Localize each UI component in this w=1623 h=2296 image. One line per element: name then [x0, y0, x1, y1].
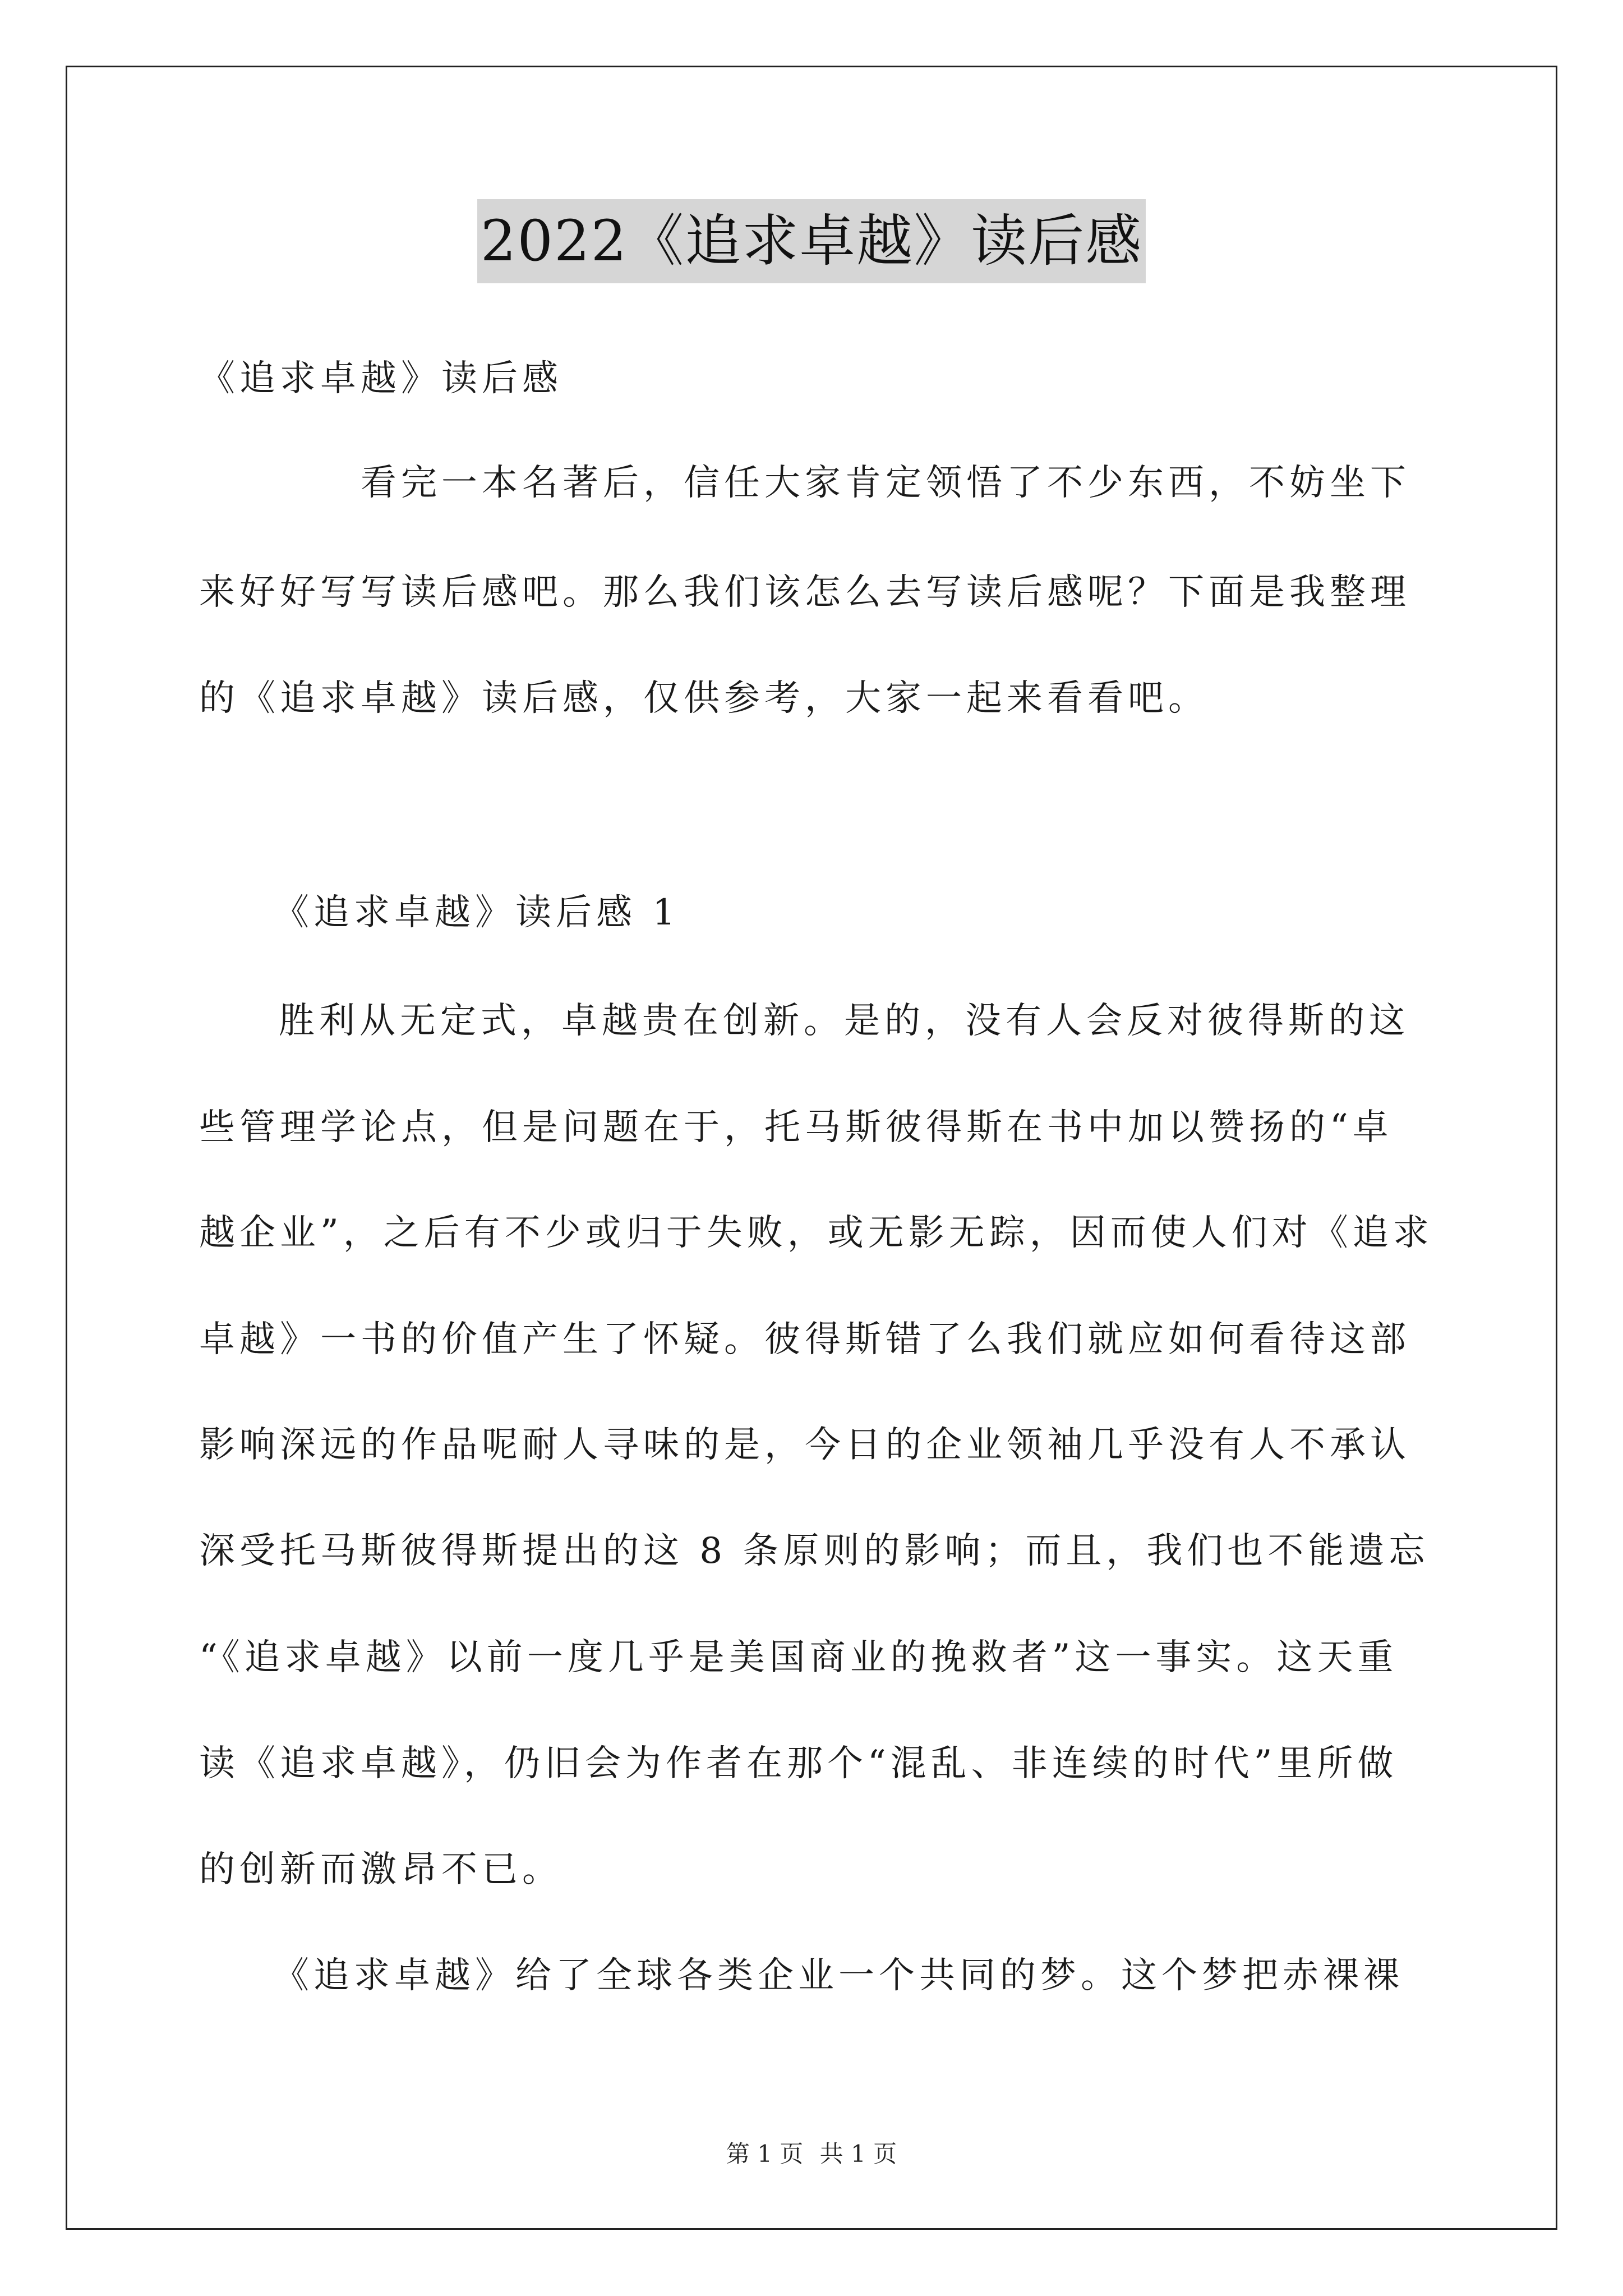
- intro-line-3: 的《追求卓越》读后感，仅供参考，大家一起来看看吧。: [199, 678, 1209, 719]
- paragraph2-line-1: 《追求卓越》给了全球各类企业一个共同的梦。这个梦把赤裸裸: [273, 1955, 1404, 1996]
- paragraph1-line-9: 的创新而激昂不已。: [199, 1849, 562, 1890]
- footer-page-current: 第 1 页: [726, 2140, 804, 2168]
- page-footer: [0, 2137, 1623, 2171]
- intro-line-1: 看完一本名著后，信任大家肯定领悟了不少东西，不妨坐下: [361, 462, 1410, 504]
- paragraph1-line-7: “《追求卓越》以前一度几乎是美国商业的挽救者”这一事实。这天重: [199, 1637, 1398, 1678]
- document-title: 2022《追求卓越》读后感: [477, 199, 1146, 283]
- paragraph1-line-8: 读《追求卓越》，仍旧会为作者在那个“混乱、非连续的时代”里所做: [199, 1743, 1398, 1784]
- intro-line-2: 来好好写写读后感吧。那么我们该怎么去写读后感呢？下面是我整理: [199, 572, 1410, 613]
- paragraph1-line-4: 卓越》一书的价值产生了怀疑。彼得斯错了么我们就应如何看待这部: [199, 1319, 1410, 1360]
- footer-page-total: 共 1 页: [819, 2140, 897, 2168]
- title-container: [0, 199, 1623, 283]
- paragraph1-line-5: 影响深远的作品呢耐人寻味的是，今日的企业领袖几乎没有人不承认: [199, 1424, 1410, 1466]
- section-heading: 《追求卓越》读后感 1: [273, 892, 680, 933]
- paragraph1-line-1: 胜利从无定式，卓越贵在创新。是的，没有人会反对彼得斯的这: [279, 1000, 1409, 1042]
- paragraph1-line-3: 越企业”，之后有不少或归于失败，或无影无踪，因而使人们对《追求: [199, 1212, 1433, 1254]
- paragraph1-line-2: 些管理学论点，但是问题在于，托马斯彼得斯在书中加以赞扬的“卓: [199, 1107, 1393, 1148]
- paragraph1-line-6: 深受托马斯彼得斯提出的这 8 条原则的影响；而且，我们也不能遗忘: [199, 1530, 1430, 1572]
- document-subtitle: 《追求卓越》读后感: [199, 358, 562, 399]
